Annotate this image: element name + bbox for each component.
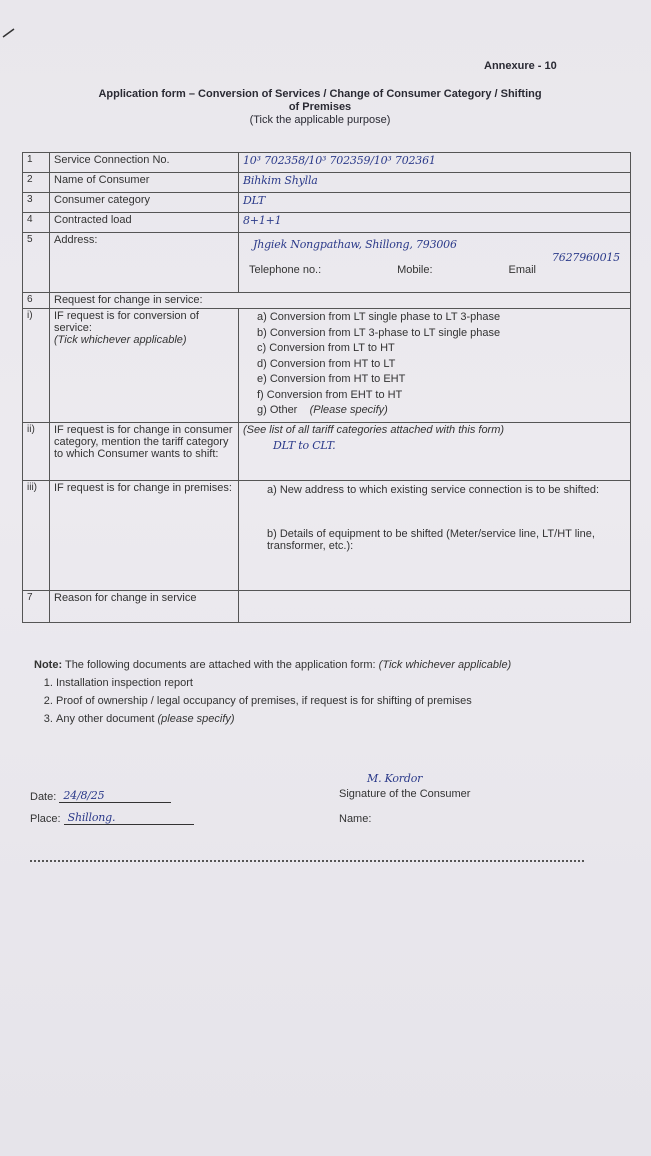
conversion-option[interactable]: f) Conversion from EHT to HT xyxy=(257,388,403,401)
row-number: ii) xyxy=(23,423,50,481)
note-label: Note: xyxy=(34,659,63,671)
documents-note xyxy=(34,656,594,728)
conversion-option[interactable]: b) Conversion from LT 3-phase to LT single phase xyxy=(257,326,501,339)
email-label: Email xyxy=(508,264,536,276)
signature-label: Signature of the Consumer xyxy=(339,788,471,800)
title-line-2: of Premises xyxy=(288,101,352,113)
title-subtitle: (Tick the applicable purpose) xyxy=(249,114,391,126)
note-text: The following documents are attached with the application form: xyxy=(64,659,376,671)
date-label: Date: xyxy=(30,791,57,803)
request-change-label: Request for change in service: xyxy=(50,293,631,309)
name-label: Name: xyxy=(339,813,372,825)
contracted-load-value[interactable]: 8+1+1 xyxy=(243,214,282,227)
page-corner-mark xyxy=(2,28,16,38)
place-label: Place: xyxy=(30,813,61,825)
mobile-label: Mobile: xyxy=(397,264,433,276)
tariff-list-note: (See list of all tariff categories attached with this form) xyxy=(243,424,505,436)
place-value[interactable]: Shillong. xyxy=(67,811,116,824)
conversion-option-other[interactable]: g) Other (Please specify) xyxy=(257,404,388,416)
tariff-category-value[interactable]: DLT to CLT. xyxy=(273,439,336,452)
row-number: i) xyxy=(23,309,50,423)
row-number: 2 xyxy=(23,173,50,193)
table-row xyxy=(23,173,631,193)
conversion-option[interactable]: a) Conversion from LT single phase to LT 3-phase xyxy=(257,311,501,323)
table-row xyxy=(23,481,631,591)
category-change-label: IF request is for change in consumer category, mention the tariff category to which Consumer wants to shift: xyxy=(50,423,239,481)
row-number: 1 xyxy=(23,153,50,173)
premises-change-label: IF request is for change in premises: xyxy=(50,481,239,591)
table-row xyxy=(23,309,631,423)
address-label: Address: xyxy=(50,233,239,293)
service-connection-value[interactable]: 10³ 702358/10³ 702359/10³ 702361 xyxy=(243,154,436,167)
table-row xyxy=(23,423,631,481)
date-value[interactable]: 24/8/25 xyxy=(63,789,105,802)
conversion-option[interactable]: d) Conversion from HT to LT xyxy=(257,357,396,370)
reason-value[interactable] xyxy=(239,591,631,623)
tick-note: (Tick whichever applicable) xyxy=(54,334,187,346)
reason-label: Reason for change in service xyxy=(50,591,239,623)
row-number: iii) xyxy=(23,481,50,591)
documents-list xyxy=(34,674,594,728)
consumer-category-value[interactable]: DLT xyxy=(243,194,265,207)
annexure-label: Annexure - 10 xyxy=(484,60,557,72)
document-item[interactable]: 3. Any other document (please specify) xyxy=(56,710,594,728)
new-address-field[interactable]: a) New address to which existing service connection is to be shifted: xyxy=(267,484,599,496)
consumer-name-value[interactable]: Bihkim Shylla xyxy=(243,174,318,187)
table-row xyxy=(23,591,631,623)
mobile-value[interactable]: 7627960015 xyxy=(552,251,620,264)
table-row xyxy=(23,213,631,233)
title-line-1: Application form – Conversion of Services / Change of Consumer Category / Shifting xyxy=(98,88,542,100)
application-table xyxy=(22,152,631,623)
row-number: 7 xyxy=(23,591,50,623)
service-connection-label: Service Connection No. xyxy=(50,153,239,173)
form-title xyxy=(40,88,600,127)
conversion-option[interactable]: c) Conversion from LT to HT xyxy=(257,342,395,354)
conversion-label: IF request is for conversion of service: xyxy=(54,310,199,334)
contracted-load-label: Contracted load xyxy=(50,213,239,233)
table-row xyxy=(23,233,631,293)
equipment-details-field[interactable]: b) Details of equipment to be shifted (Meter/service line, LT/HT line, transformer, etc.): xyxy=(267,528,595,552)
telephone-label: Telephone no.: xyxy=(249,264,322,276)
place-field xyxy=(30,810,194,825)
row-number: 4 xyxy=(23,213,50,233)
table-row xyxy=(23,153,631,173)
consumer-category-label: Consumer category xyxy=(50,193,239,213)
conversion-option[interactable]: e) Conversion from HT to EHT xyxy=(257,373,406,385)
address-value[interactable]: Jhgiek Nongpathaw, Shillong, 793006 xyxy=(253,238,457,251)
table-row xyxy=(23,293,631,309)
row-number: 3 xyxy=(23,193,50,213)
document-item[interactable]: 2. Proof of ownership / legal occupancy of premises, if request is for shifting of premises xyxy=(56,692,594,710)
conversion-options xyxy=(239,309,631,423)
consumer-name-label: Name of Consumer xyxy=(50,173,239,193)
row-number: 5 xyxy=(23,233,50,293)
row-number: 6 xyxy=(23,293,50,309)
dotted-separator xyxy=(30,860,584,862)
note-tick: (Tick whichever applicable) xyxy=(378,659,512,671)
signature-value[interactable]: M. Kordor xyxy=(367,772,423,785)
date-field xyxy=(30,788,171,803)
table-row xyxy=(23,193,631,213)
document-item[interactable]: 1. Installation inspection report xyxy=(56,674,594,692)
